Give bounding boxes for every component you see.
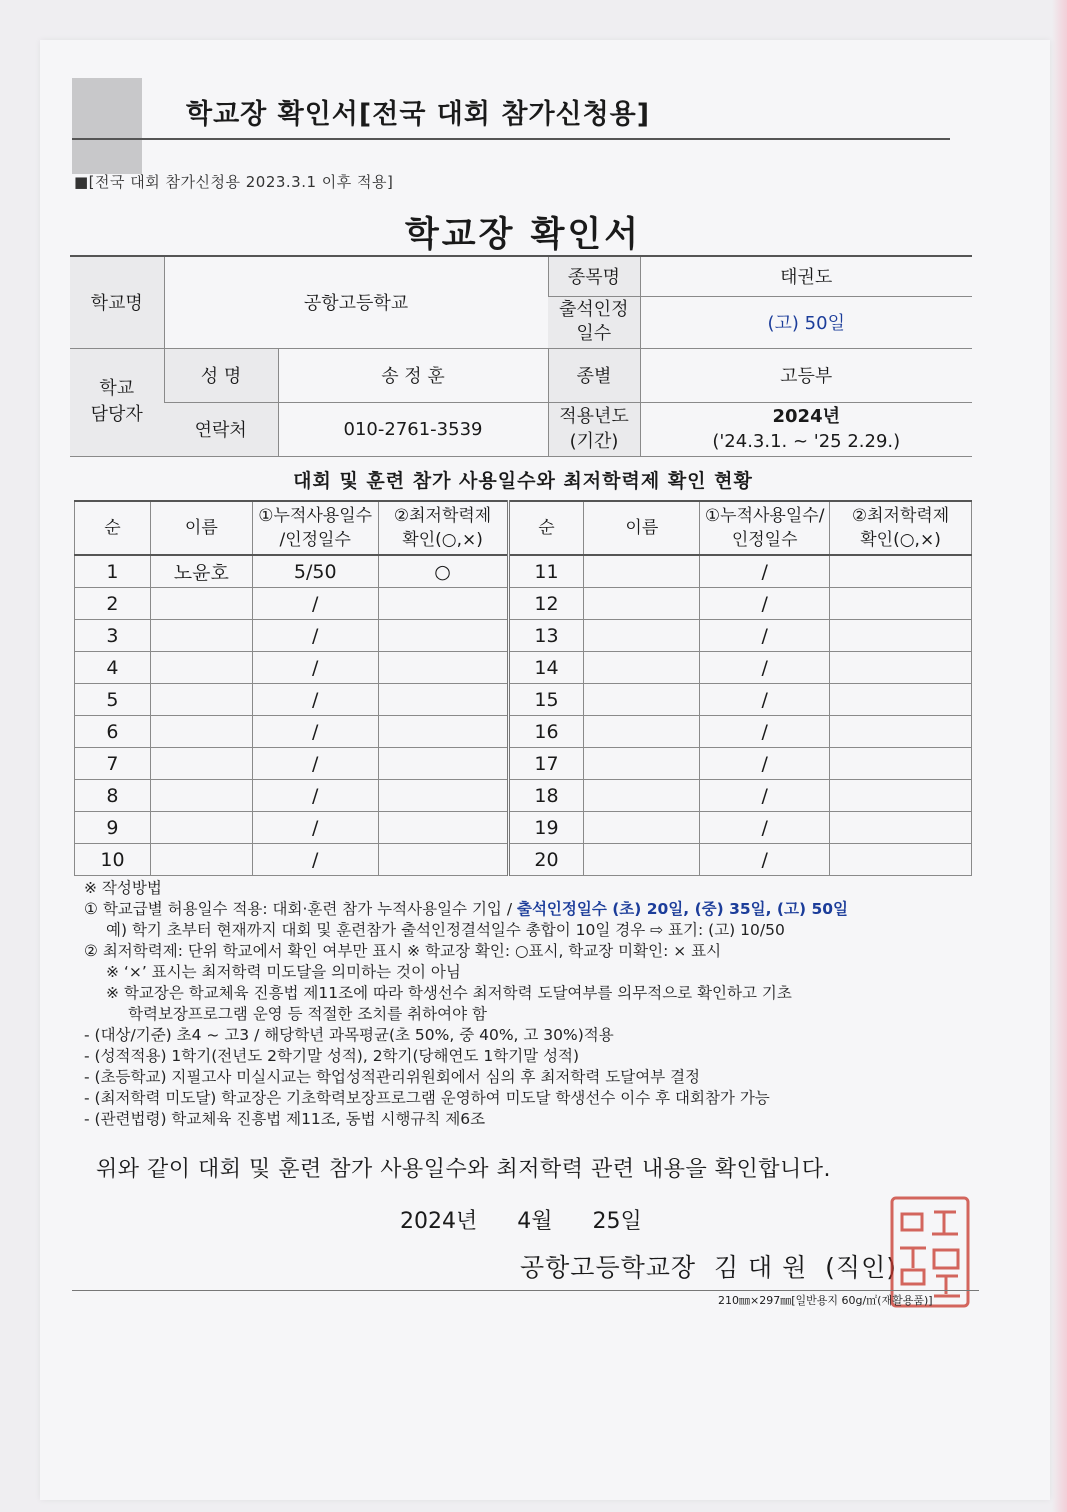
detail-4: - (최저학력 미도달) 학교장은 기초학력보장프로그램 운영하여 미도달 학생선수 이수 후 대회참가 가능 [84,1089,770,1107]
header-check-line1: ②최저학력제 [393,506,492,526]
row-name [150,716,252,748]
note-2-a: ※ ‘×’ 표시는 최저학력 미도달을 의미하는 것이 아님 [106,963,461,981]
name-label: 성 명 [164,348,278,402]
row-check [378,588,508,620]
row-days: / [252,588,378,620]
row-name-right [584,780,700,812]
instructions [84,878,984,1130]
row-name [150,620,252,652]
attendance-value: (고) 50일 [640,296,972,348]
row-check-right [830,716,972,748]
table-row [75,812,972,844]
table-row [75,555,972,588]
row-check [378,844,508,876]
row-check [378,780,508,812]
row-check-right [830,812,972,844]
row-days-right: / [700,716,830,748]
header-days-line2: /인정일수 [279,530,351,550]
row-no: 3 [75,620,151,652]
row-check [378,620,508,652]
header-check [378,501,508,555]
contact-label: 연락처 [164,402,278,456]
header-days-right-line1: ①누적사용일수/ [704,506,825,526]
row-name-right [584,588,700,620]
header-check-line2: 확인(○,×) [402,530,483,550]
row-name-right [584,652,700,684]
year-label [548,402,640,456]
date-day: 25일 [592,1209,642,1234]
row-days: / [252,652,378,684]
table-row [75,780,972,812]
row-no-right: 15 [508,684,584,716]
header-days-right [700,501,830,555]
table-row [75,844,972,876]
row-check [378,812,508,844]
row-name-right [584,684,700,716]
row-days-right: / [700,588,830,620]
applicability-note: ■[전국 대회 참가신청용 2023.3.1 이후 적용] [74,173,394,191]
school-label: 학교명 [70,256,164,348]
header-days [252,501,378,555]
row-days-right: / [700,844,830,876]
table-row [75,748,972,780]
row-no-right: 19 [508,812,584,844]
row-no-right: 13 [508,620,584,652]
row-name: 노윤호 [150,555,252,588]
year-value-period: ('24.3.1. ~ '25 2.29.) [712,431,901,452]
row-name-right [584,620,700,652]
row-no: 1 [75,555,151,588]
row-days: / [252,812,378,844]
manager-label-line2: 담당자 [90,404,143,425]
row-check-right [830,620,972,652]
row-days: 5/50 [252,555,378,588]
principal-signature: 공항고등학교장 김 대 원 (직인) [520,1253,897,1282]
row-no-right: 18 [508,780,584,812]
row-check-right [830,844,972,876]
row-check [378,716,508,748]
row-name-right [584,844,700,876]
row-days-right: / [700,620,830,652]
row-days: / [252,844,378,876]
note-1-highlight: 출석인정일수 (초) 20일, (중) 35일, (고) 50일 [516,900,849,918]
table-row [75,620,972,652]
row-no: 2 [75,588,151,620]
row-check [378,652,508,684]
row-days: / [252,748,378,780]
header-rule [72,138,950,140]
row-days: / [252,780,378,812]
row-days-right: / [700,780,830,812]
athlete-status-table [74,500,972,876]
year-label-line1: 적용년도 [559,406,629,427]
header-no: 순 [75,501,151,555]
row-days: / [252,620,378,652]
confirmation-statement: 위와 같이 대회 및 훈련 참가 사용일수와 최저학력 관련 내용을 확인합니다. [96,1157,831,1182]
row-name-right [584,716,700,748]
attendance-label [548,296,640,348]
category-value: 고등부 [640,348,972,402]
row-check-right [830,748,972,780]
status-section-title: 대회 및 훈련 참가 사용일수와 최저학력제 확인 현황 [293,470,753,492]
document-header-title: 학교장 확인서[전국 대회 참가신청용] [186,99,651,130]
row-no: 4 [75,652,151,684]
row-name [150,652,252,684]
row-no-right: 11 [508,555,584,588]
attendance-label-line2: 일수 [576,323,612,344]
row-no: 5 [75,684,151,716]
note-1-text: ① 학교급별 허용일수 적용: 대회·훈련 참가 누적사용일수 기입 / [84,900,517,918]
note-2-b1: ※ 학교장은 학교체육 진흥법 제11조에 따라 학생선수 최저학력 도달여부를 의무적으로 확인하고 기초 [106,984,792,1002]
row-no: 6 [75,716,151,748]
row-no-right: 16 [508,716,584,748]
row-name [150,780,252,812]
detail-2: - (성적적용) 1학기(전년도 2학기말 성적), 2학기(당해연도 1학기말 성적) [84,1047,580,1065]
date-month: 4월 [517,1209,553,1234]
row-name-right [584,555,700,588]
row-name [150,588,252,620]
detail-1: - (대상/기준) 초4 ~ 고3 / 해당학년 과목평균(초 50%, 중 40%, 고 30%)적용 [84,1026,614,1044]
row-days: / [252,716,378,748]
header-check-right-line2: 확인(○,×) [860,530,941,550]
detail-3: - (초등학교) 지필고사 미실시교는 학업성적관리위원회에서 심의 후 최저학력 도달여부 결정 [84,1068,701,1086]
header-gray-block [72,78,142,174]
year-value-year: 2024년 [772,406,840,427]
row-name [150,684,252,716]
manager-label-line1: 학교 [99,378,135,399]
header-name: 이름 [150,501,252,555]
row-days-right: / [700,684,830,716]
row-no-right: 12 [508,588,584,620]
contact-value: 010-2761-3539 [278,402,548,456]
year-label-line2: (기간) [569,431,619,452]
row-name-right [584,812,700,844]
name-value: 송 정 훈 [278,348,548,402]
row-no: 9 [75,812,151,844]
table-header-row [75,501,972,555]
row-name-right [584,748,700,780]
note-1-example: 예) 학기 초부터 현재까지 대회 및 훈련참가 출석인정결석일수 총합이 10일 경우 ⇨ 표기: (고) 10/50 [106,921,785,939]
school-info-table [70,255,972,457]
row-check-right [830,652,972,684]
event-value: 태권도 [640,256,972,296]
category-label: 종별 [548,348,640,402]
row-name [150,812,252,844]
header-no-right: 순 [508,501,584,555]
note-1 [84,899,984,920]
row-check-right [830,684,972,716]
manager-label [70,348,164,456]
header-check-right-line1: ②최저학력제 [851,506,950,526]
header-name-right: 이름 [584,501,700,555]
row-name [150,844,252,876]
table-row [75,684,972,716]
date-year: 2024년 [400,1209,478,1234]
row-days-right: / [700,812,830,844]
row-days-right: / [700,652,830,684]
pink-background-edge [1052,0,1067,1512]
note-2: ② 최저학력제: 단위 학교에서 확인 여부만 표시 ※ 학교장 확인: ○표시, 학교장 미확인: × 표시 [84,942,722,960]
notes-heading: ※ 작성방법 [84,879,162,897]
row-check-right [830,780,972,812]
header-days-line1: ①누적사용일수 [258,506,373,526]
row-no-right: 17 [508,748,584,780]
row-no: 10 [75,844,151,876]
table-row [75,652,972,684]
row-no: 7 [75,748,151,780]
row-check: ○ [378,555,508,588]
main-title: 학교장 확인서 [404,215,642,255]
row-days-right: / [700,748,830,780]
event-label: 종목명 [548,256,640,296]
row-check-right [830,555,972,588]
school-value: 공항고등학교 [164,256,548,348]
row-name [150,748,252,780]
table-row [75,588,972,620]
table-row [75,716,972,748]
row-check-right [830,588,972,620]
row-no-right: 14 [508,652,584,684]
header-days-right-line2: 인정일수 [731,530,798,550]
row-check [378,748,508,780]
row-check [378,684,508,716]
paper-spec: 210㎜×297㎜[일반용지 60g/㎡(재활용품)] [718,1294,933,1307]
footer-rule [72,1290,979,1291]
row-days: / [252,684,378,716]
issue-date [400,1204,642,1235]
row-days-right: / [700,555,830,588]
attendance-label-line1: 출석인정 [558,299,629,320]
row-no: 8 [75,780,151,812]
detail-5: - (관련법령) 학교체육 진흥법 제11조, 동법 시행규칙 제6조 [84,1110,486,1128]
note-2-b2: 학력보장프로그램 운영 등 적절한 조치를 취하여야 함 [128,1005,487,1023]
year-value [640,402,972,456]
row-no-right: 20 [508,844,584,876]
header-check-right [830,501,972,555]
